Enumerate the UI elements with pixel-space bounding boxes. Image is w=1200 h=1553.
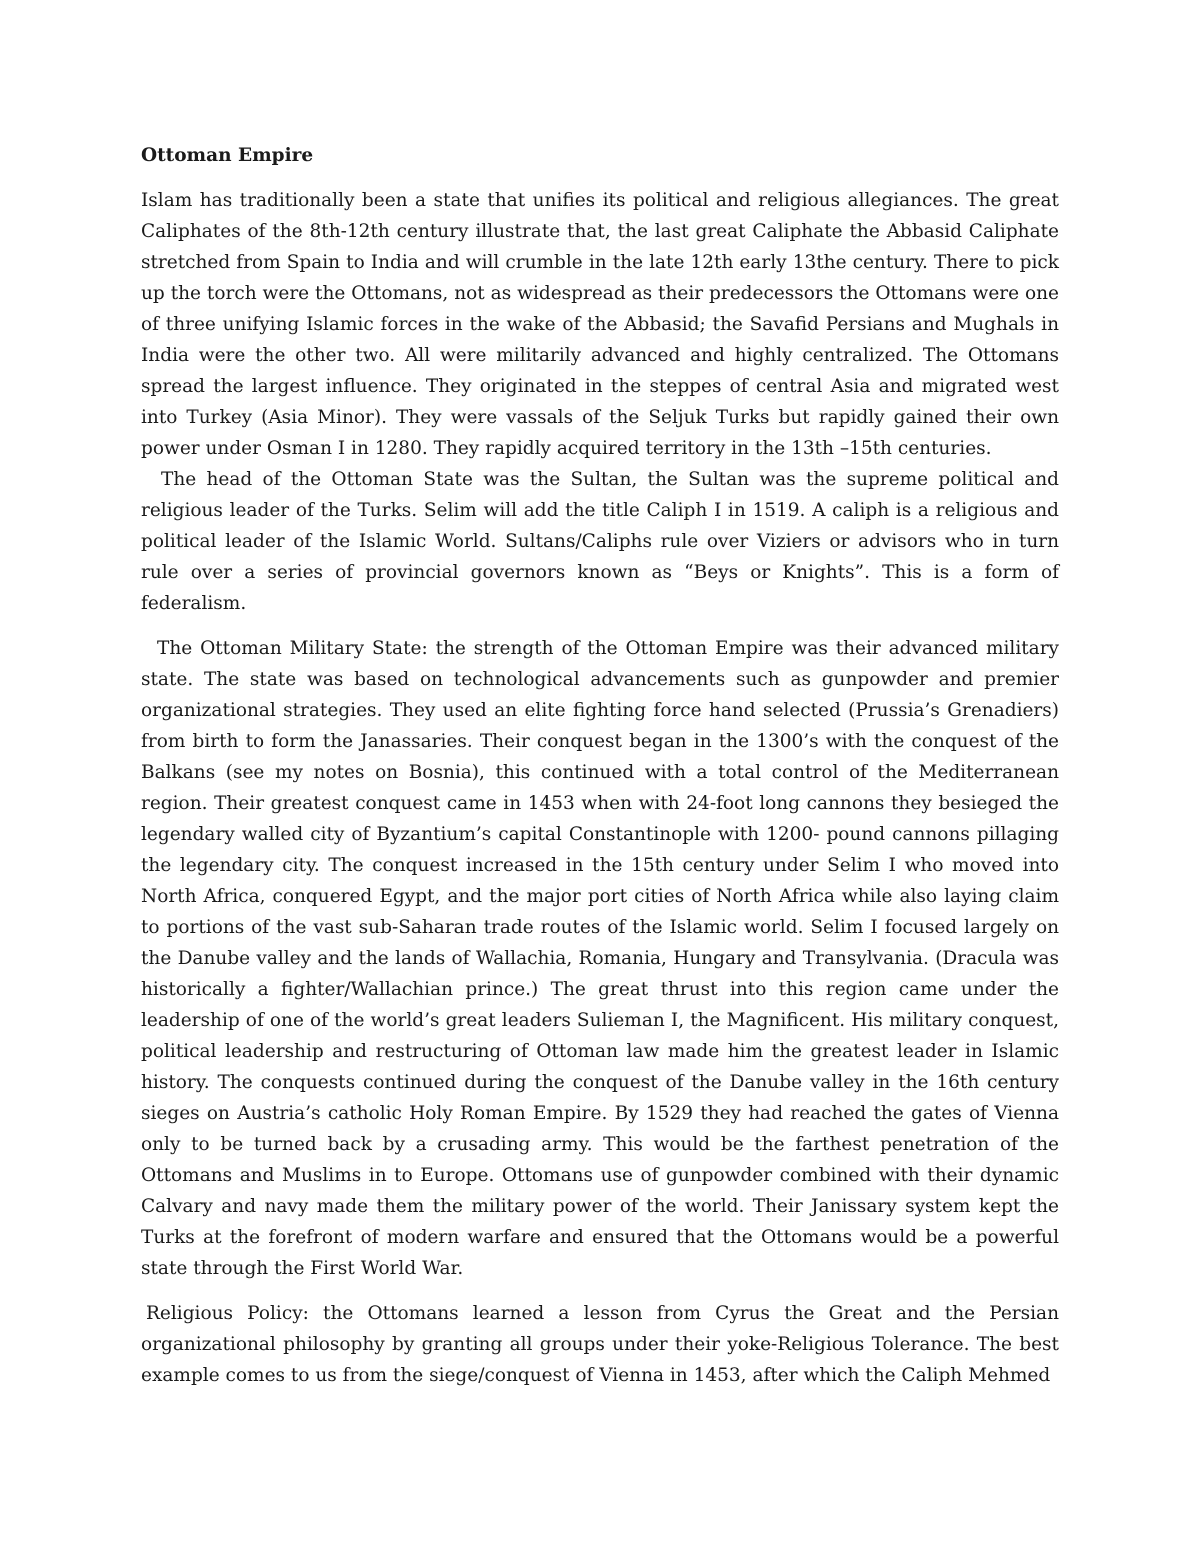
paragraph-religious-policy: Religious Policy: the Ottomans learned a lesson from Cyrus the Great and the Persian organizational philosophy by granting all groups under their yoke-Religious Tolerance. The best example comes to us from the siege/conquest of Vienna in 1453, after which the Caliph Mehmed bbox=[141, 1303, 1059, 1386]
paragraph-islam-caliphates: Islam has traditionally been a state that unifies its political and religious allegiances. The great Caliphates of the 8th-12th century illustrate that, the last great Caliphate the Abbasid Caliphate stretched from Spain to India and will crumble in the late 12th early 13the century. There to pick up the torch were the Ottomans, not as widespread as their predecessors the Ottomans were one of three unifying Islamic forces in the wake of the Abbasid; the Savafid Persians and Mughals in India were the other two. All were militarily advanced and highly centralized. The Ottomans spread the largest influence. They originated in the steppes of central Asia and migrated west into Turkey (Asia Minor). They were vassals of the Seljuk Turks but rapidly gained their own power under Osman I in 1280. They rapidly acquired territory in the 13th –15th centuries. bbox=[141, 190, 1059, 459]
paragraph-ottoman-state: The head of the Ottoman State was the Sultan, the Sultan was the supreme political and religious leader of the Turks. Selim will add the title Caliph I in 1519. A caliph is a religious and political leader of the Islamic World. Sultans/Caliphs rule over Viziers or advisors who in turn rule over a series of provincial governors known as “Beys or Knights”. This is a form of federalism. bbox=[141, 469, 1059, 614]
document-body bbox=[141, 140, 1059, 1391]
paragraph-military-state: The Ottoman Military State: the strength of the Ottoman Empire was their advanced military state. The state was based on technological advancements such as gunpowder and premier organizational strategies. They used an elite fighting force hand selected (Prussia’s Grenadiers) from birth to form the Janassaries. Their conquest began in the 1300’s with the conquest of the Balkans (see my notes on Bosnia), this continued with a total control of the Mediterranean region. Their greatest conquest came in 1453 when with 24-foot long cannons they besieged the legendary walled city of Byzantium’s capital Constantinople with 1200- pound cannons pillaging the legendary city. The conquest increased in the 15th century under Selim I who moved into North Africa, conquered Egypt, and the major port cities of North Africa while also laying claim to portions of the vast sub-Saharan trade routes of the Islamic world. Selim I focused largely on the Danube valley and the lands of Wallachia, Romania, Hungary and Transylvania. (Dracula was historically a fighter/Wallachian prince.) The great thrust into this region came under the leadership of one of the world’s great leaders Sulieman I, the Magnificent. His military conquest, political leadership and restructuring of Ottoman law made him the greatest leader in Islamic history. The conquests continued during the conquest of the Danube valley in the 16th century sieges on Austria’s catholic Holy Roman Empire. By 1529 they had reached the gates of Vienna only to be turned back by a crusading army. This would be the farthest penetration of the Ottomans and Muslims in to Europe. Ottomans use of gunpowder combined with their dynamic Calvary and navy made them the military power of the world. Their Janissary system kept the Turks at the forefront of modern warfare and ensured that the Ottomans would be a powerful state through the First World War. bbox=[141, 638, 1059, 1279]
document-title: Ottoman Empire bbox=[141, 145, 314, 166]
